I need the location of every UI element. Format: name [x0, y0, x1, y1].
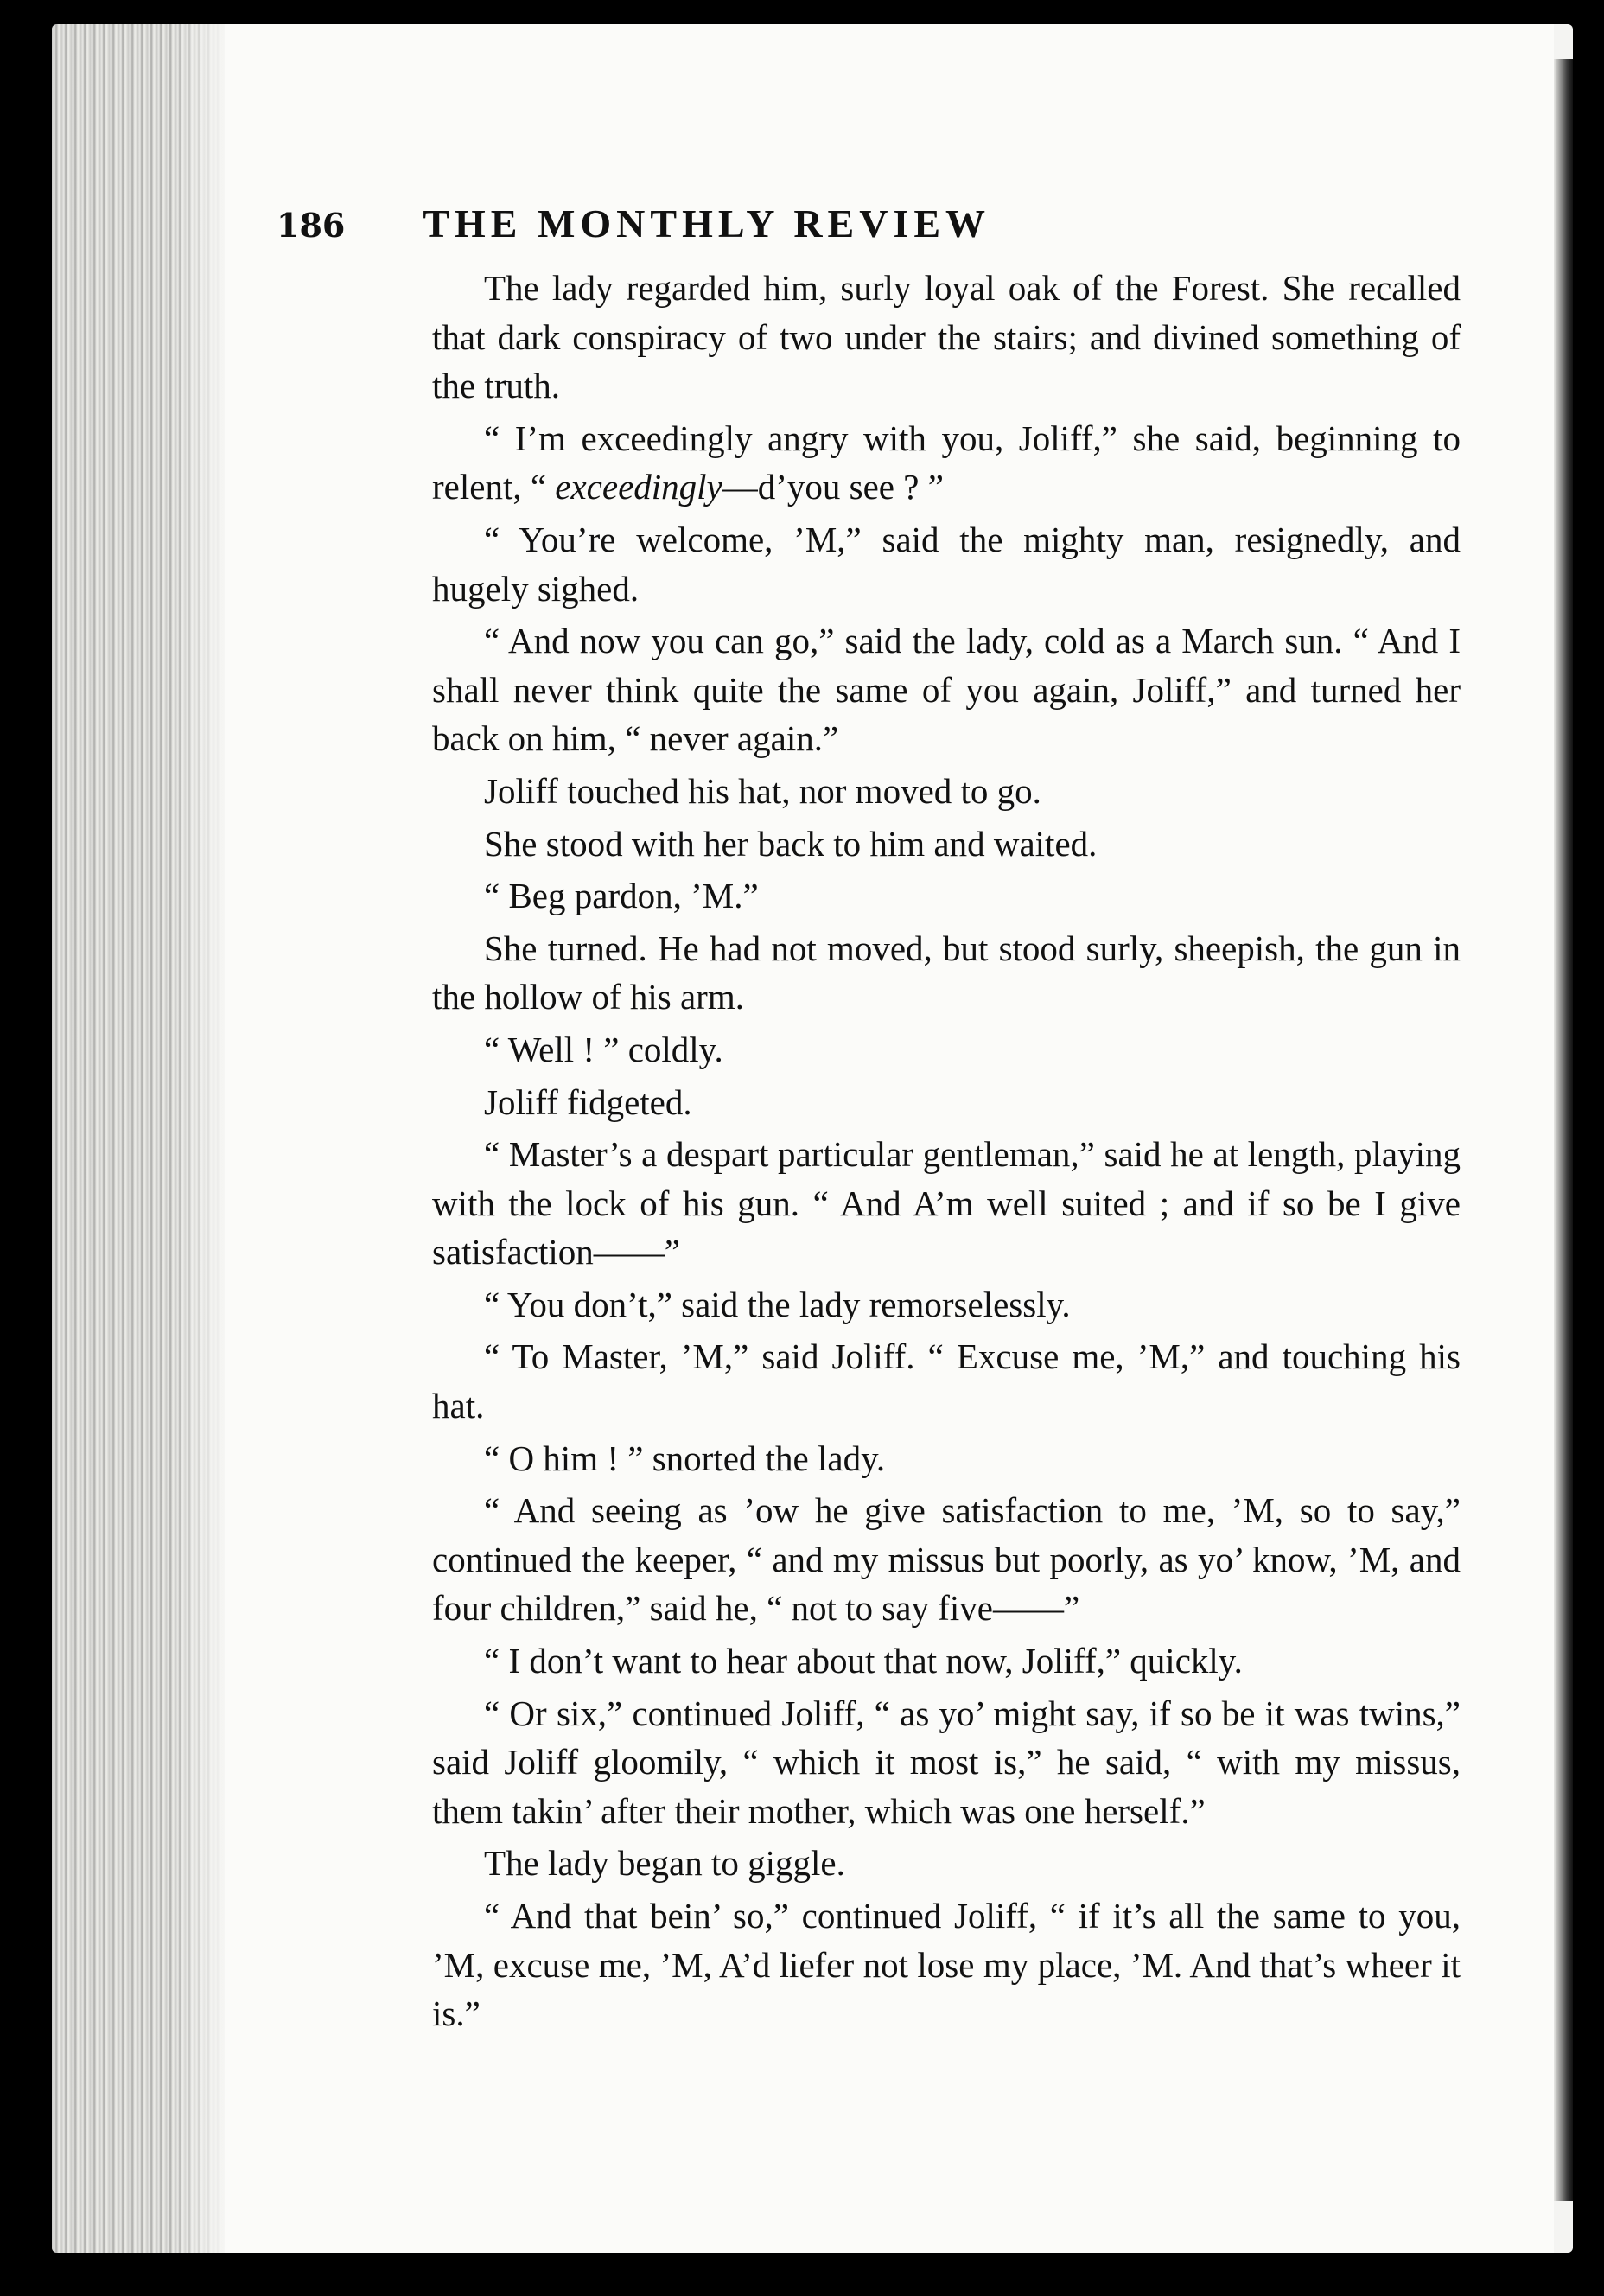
paragraph: “ Or six,” continued Joliff, “ as yo’ might say, if so be it was twins,” said Joliff gloomily, “ which it most is,” he said, “ with my missus, them takin’ after their mother, which was one herself.” [432, 1693, 1461, 1831]
paragraph: “ Master’s a despart particular gentleman,” said he at length, playing with the lock of his gun. “ And A’m well suited ; and if so be I give satisfaction——” [432, 1134, 1461, 1272]
paragraph: “ Well ! ” coldly. [484, 1029, 723, 1069]
paragraph-text: “ I’m exceedingly angry with you, Joliff,” she said, beginning to relent, “ [432, 418, 1461, 507]
running-header [277, 201, 1400, 252]
paragraph-text: —d’you see ? ” [722, 467, 944, 507]
paragraph: “ O him ! ” snorted the lady. [484, 1438, 886, 1478]
paragraph: “ And that bein’ so,” continued Joliff, “ if it’s all the same to you, ’M, excuse me, ’M, A’d liefer not lose my place, ’M. And that’s wheer it is.” [432, 1896, 1461, 2034]
paragraph: She turned. He had not moved, but stood surly, sheepish, the gun in the hollow of his arm. [432, 928, 1461, 1017]
paragraph: “ You’re welcome, ’M,” said the mighty man, resignedly, and hugely sighed. [432, 519, 1461, 609]
italic-emphasis: exceedingly [555, 467, 722, 507]
paragraph: Joliff touched his hat, nor moved to go. [484, 770, 1041, 811]
paragraph: Joliff fidgeted. [484, 1081, 692, 1122]
paragraph: “ To Master, ’M,” said Joliff. “ Excuse me, ’M,” and touching his hat. [432, 1336, 1461, 1426]
paragraph: “ You don’t,” said the lady remorselessly. [484, 1284, 1071, 1324]
paragraph: The lady regarded him, surly loyal oak of the Forest. She recalled that dark conspiracy of two under the stairs; and divined something of the truth. [432, 268, 1461, 406]
book-spine-shadow [1554, 59, 1573, 2201]
paragraph: The lady began to giggle. [484, 1843, 845, 1884]
running-title: THE MONTHLY REVIEW [423, 201, 991, 246]
body-text [432, 264, 1461, 2038]
page-number: 186 [277, 206, 346, 245]
paragraph: “ I don’t want to hear about that now, Joliff,” quickly. [484, 1641, 1243, 1681]
paragraph: “ And now you can go,” said the lady, cold as a March sun. “ And I shall never think quite the same of you again, Joliff,” and turned her back on him, “ never again.” [432, 621, 1461, 759]
paragraph: “ Beg pardon, ’M.” [484, 876, 759, 916]
paragraph [432, 414, 1461, 512]
book-page-edges [52, 24, 225, 2253]
paragraph: “ And seeing as ’ow he give satisfaction to me, ’M, so to say,” continued the keeper, “ and my missus but poorly, as yo’ know, ’M, and four children,” said he, “ not to say five——” [432, 1490, 1461, 1629]
paragraph: She stood with her back to him and waited. [484, 823, 1098, 864]
